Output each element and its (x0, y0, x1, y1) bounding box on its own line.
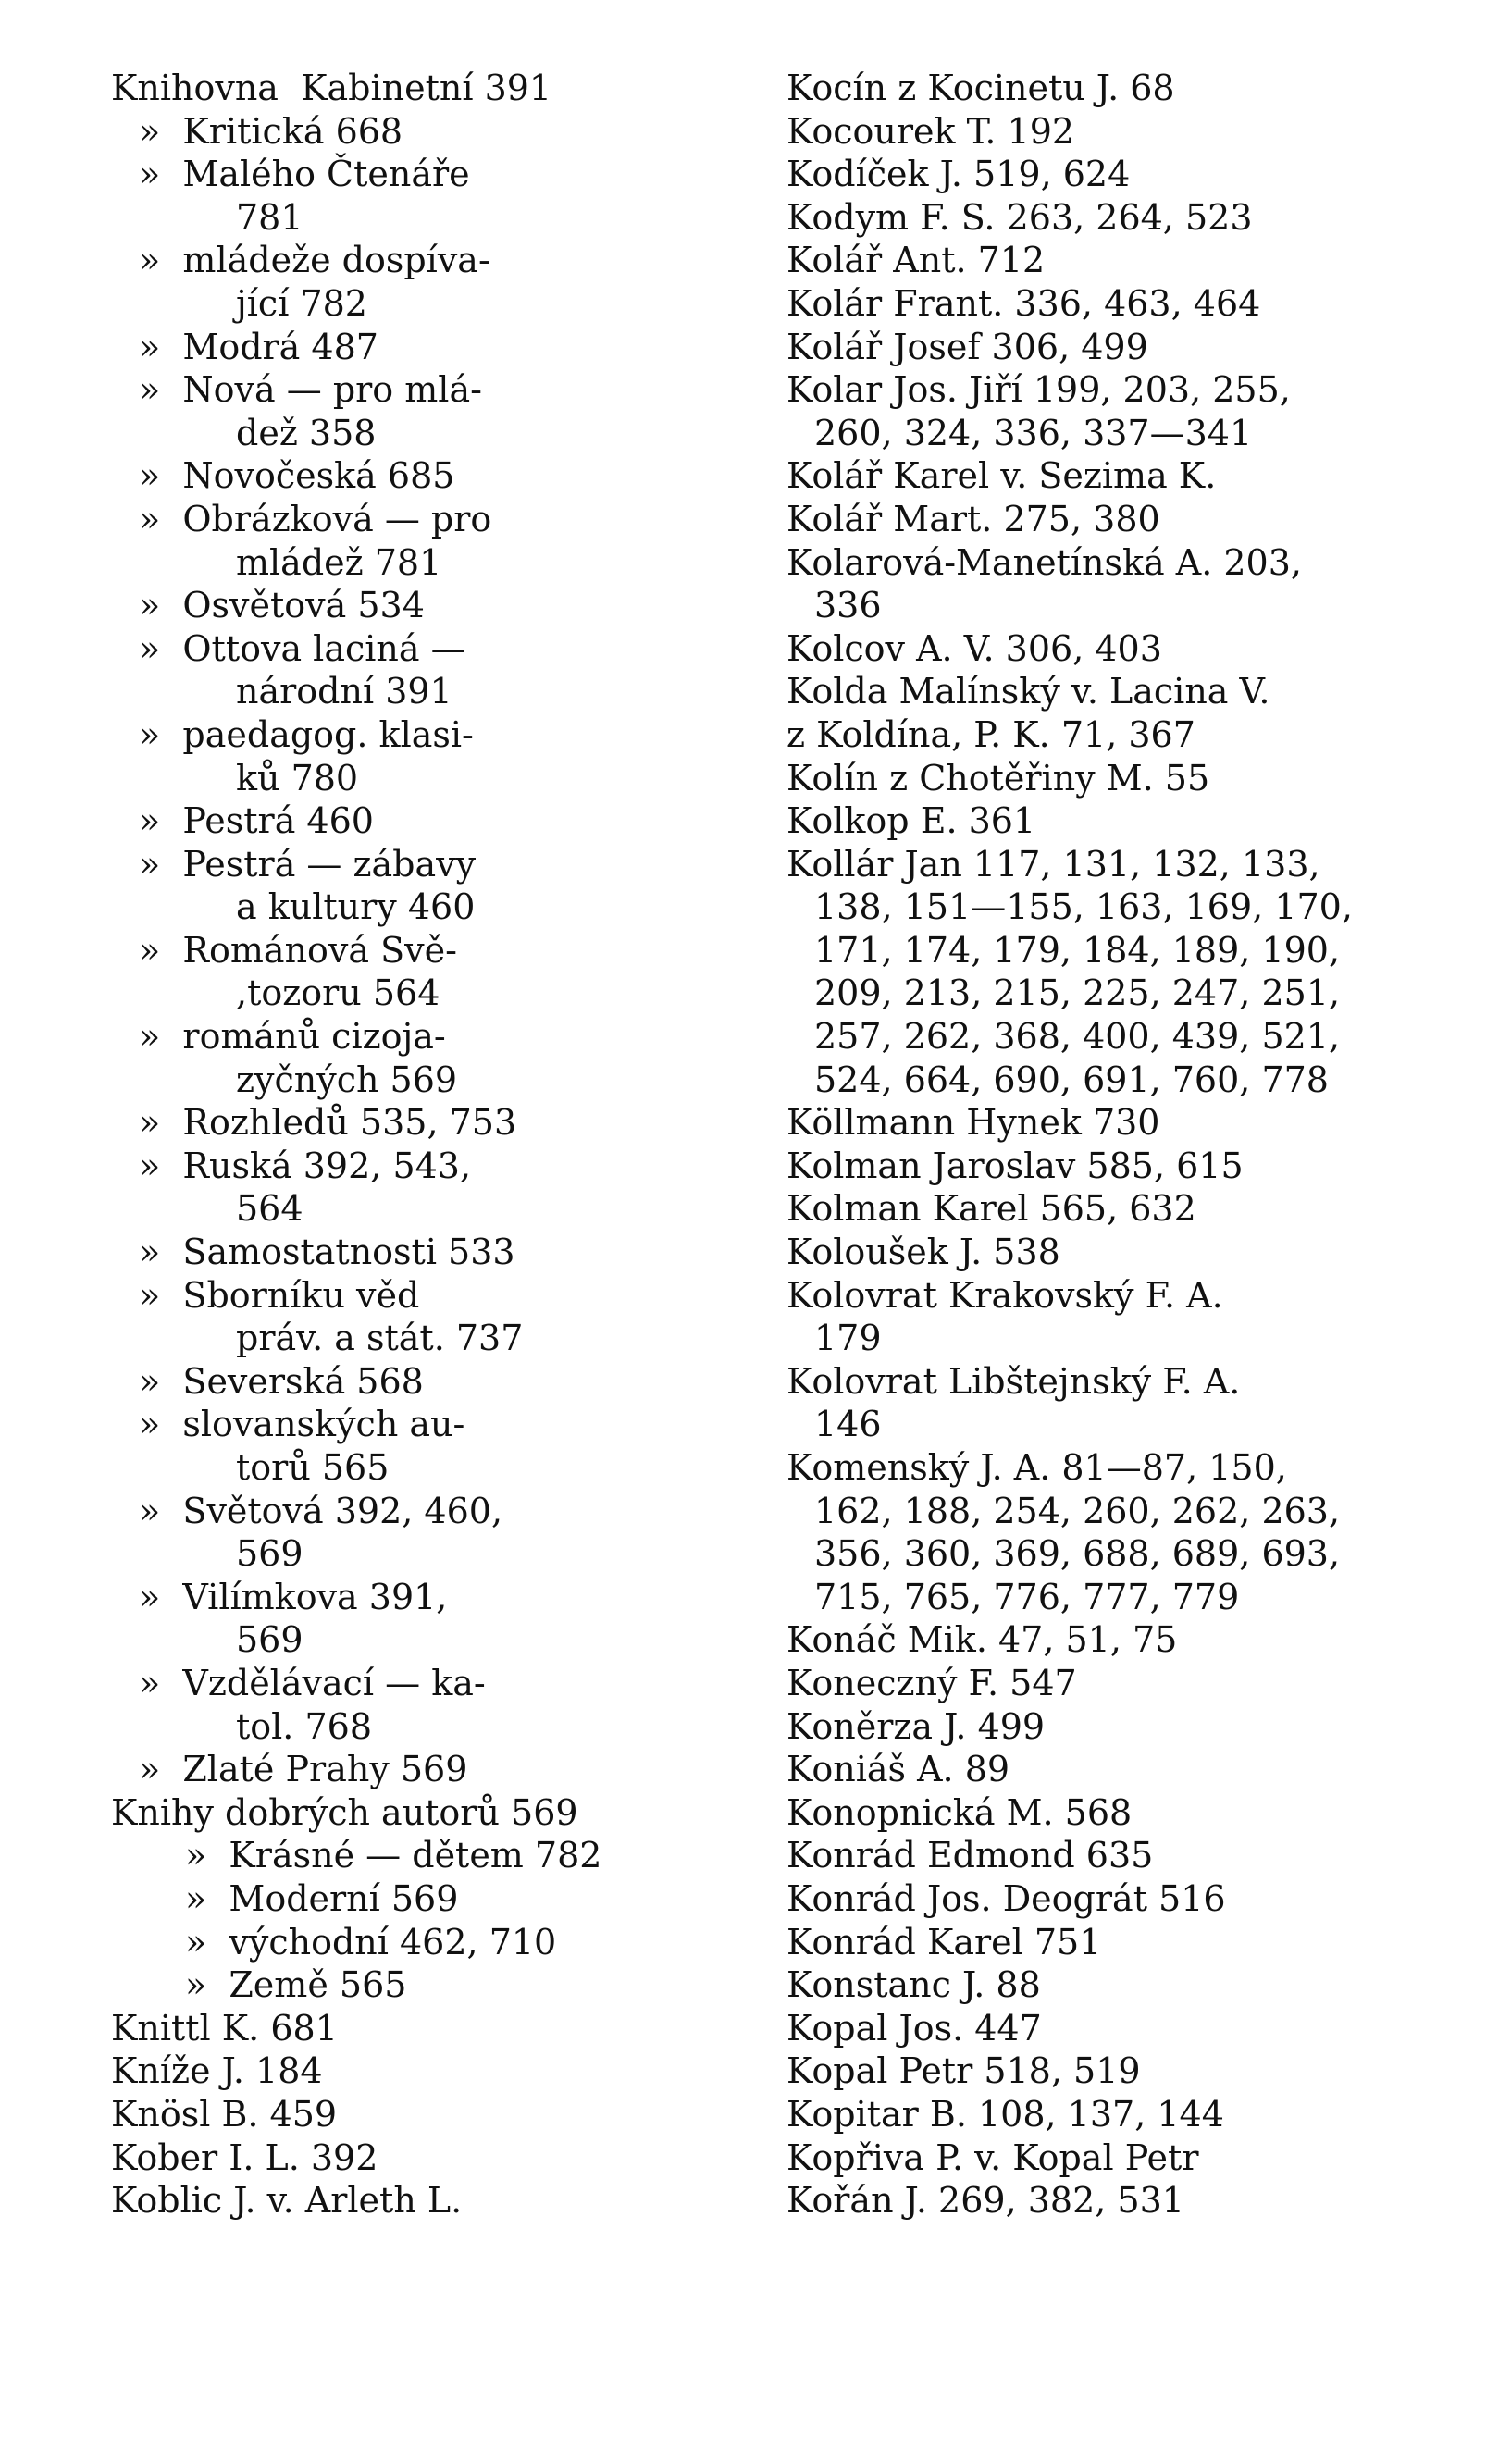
index-entry: Kolman Jaroslav 585, 615 (786, 1145, 1244, 1186)
index-entry: Kolar Jos. Jiří 199, 203, 255, (786, 369, 1291, 411)
index-entry: 162, 188, 254, 260, 262, 263, (814, 1490, 1341, 1531)
index-entry: Kopal Petr 518, 519 (786, 2050, 1141, 2092)
index-entry: » Vzdělávací — ka- (139, 1662, 486, 1703)
index-entry: » Severská 568 (139, 1360, 424, 1402)
index-entry: » Modrá 487 (139, 326, 378, 367)
index-entry: Kořán J. 269, 382, 531 (786, 2180, 1184, 2222)
index-entry: » Pestrá 460 (139, 800, 374, 842)
index-entry: Konáč Mik. 47, 51, 75 (786, 1619, 1178, 1661)
index-entry: 146 (814, 1404, 882, 1445)
index-entry: » Ruská 392, 543, (139, 1145, 472, 1186)
index-entry: 569 (236, 1619, 303, 1661)
index-entry: Koniáš A. 89 (786, 1749, 1010, 1790)
index-entry: Kolář Karel v. Sezima K. (786, 455, 1217, 497)
index-entry: » Krásné — dětem 782 (185, 1835, 602, 1876)
index-entry: Kolář Mart. 275, 380 (786, 498, 1160, 539)
index-entry: 171, 174, 179, 184, 189, 190, (814, 929, 1341, 971)
index-entry: » Nová — pro mlá- (139, 369, 482, 411)
index-entry: mládež 781 (236, 541, 442, 583)
index-entry: Koloušek J. 538 (786, 1232, 1060, 1273)
index-entry: » Románová Svě- (139, 929, 457, 971)
index-entry: Kolarová-Manetínská A. 203, (786, 541, 1302, 583)
index-entry: Kolcov A. V. 306, 403 (786, 627, 1162, 669)
index-entry: Knittl K. 681 (111, 2007, 338, 2049)
index-entry: Kolda Malínský v. Lacina V. (786, 671, 1270, 712)
index-entry: Knihy dobrých autorů 569 (111, 1791, 578, 1833)
index-entry: ,tozoru 564 (236, 972, 440, 1014)
index-entry: Kolář Josef 306, 499 (786, 326, 1148, 367)
index-entry: jící 782 (236, 282, 367, 324)
index-entry: Konrád Edmond 635 (786, 1835, 1154, 1876)
index-entry: 257, 262, 368, 400, 439, 521, (814, 1016, 1341, 1058)
index-entry: a kultury 460 (236, 886, 476, 928)
index-entry: Kodíček J. 519, 624 (786, 154, 1131, 195)
index-entry: Kopitar B. 108, 137, 144 (786, 2093, 1224, 2135)
index-entry: 356, 360, 369, 688, 689, 693, (814, 1533, 1341, 1575)
index-entry: » Vilímkova 391, (139, 1576, 448, 1617)
index-entry: » Světová 392, 460, (139, 1490, 503, 1531)
index-entry: dež 358 (236, 412, 377, 453)
index-entry: Köllmann Hynek 730 (786, 1102, 1160, 1144)
index-entry: ků 780 (236, 757, 359, 799)
index-entry: 138, 151—155, 163, 169, 170, (814, 886, 1353, 928)
index-entry: 524, 664, 690, 691, 760, 778 (814, 1059, 1329, 1100)
index-entry: Koneczný F. 547 (786, 1662, 1077, 1703)
index-entry: » Moderní 569 (185, 1877, 459, 1919)
index-entry: » Samostatnosti 533 (139, 1232, 515, 1273)
index-entry: Koblic J. v. Arleth L. (111, 2180, 463, 2222)
index-entry: » východní 462, 710 (185, 1921, 557, 1963)
index-entry: Kolkop E. 361 (786, 800, 1036, 842)
index-entry: Kober I. L. 392 (111, 2136, 378, 2178)
index-entry: Komenský J. A. 81—87, 150, (786, 1447, 1287, 1488)
index-entry: Kolman Karel 565, 632 (786, 1188, 1196, 1230)
index-entry: 715, 765, 776, 777, 779 (814, 1576, 1240, 1617)
index-entry: Kocín z Kocinetu J. 68 (786, 68, 1175, 108)
index-entry: » Kritická 668 (139, 110, 403, 152)
index-entry: Konrád Jos. Deográt 516 (786, 1877, 1226, 1919)
index-entry: Kopřiva P. v. Kopal Petr (786, 2136, 1199, 2178)
index-entry: Kolovrat Krakovský F. A. (786, 1274, 1223, 1316)
index-entry: 260, 324, 336, 337—341 (814, 412, 1253, 453)
index-entry: » paedagog. klasi- (139, 713, 474, 755)
index-entry: » románů cizoja- (139, 1016, 446, 1058)
index-entry: 564 (236, 1188, 303, 1230)
index-entry: Kolovrat Libštejnský F. A. (786, 1360, 1241, 1402)
index-entry: » mládeže dospíva- (139, 240, 490, 281)
index-entry: z Koldína, P. K. 71, 367 (786, 713, 1195, 755)
index-entry: » Zlaté Prahy 569 (139, 1749, 468, 1790)
index-entry: Konopnická M. 568 (786, 1791, 1133, 1833)
index-entry: Knihovna Kabinetní 391 (111, 68, 552, 108)
index-entry: 209, 213, 215, 225, 247, 251, (814, 972, 1341, 1014)
index-entry: » Ottova laciná — (139, 627, 466, 669)
index-entry: Kollár Jan 117, 131, 132, 133, (786, 843, 1320, 885)
index-entry: 179 (814, 1318, 882, 1359)
index-entry: » Země 565 (185, 1964, 407, 2006)
index-entry: » Malého Čtenáře (139, 154, 470, 195)
index-entry: » Pestrá — zábavy (139, 843, 477, 885)
index-entry: Kolář Ant. 712 (786, 240, 1046, 281)
index-entry: zyčných 569 (236, 1059, 458, 1100)
index-entry: Kocourek T. 192 (786, 110, 1075, 152)
index-entry: » slovanských au- (139, 1404, 465, 1445)
index-entry: » Osvětová 534 (139, 585, 425, 626)
index-entry: » Rozhledů 535, 753 (139, 1102, 517, 1144)
index-entry: Konrád Karel 751 (786, 1921, 1102, 1963)
index-entry: práv. a stát. 737 (236, 1318, 524, 1359)
right-column (786, 67, 1397, 2223)
index-entry: Kopal Jos. 447 (786, 2007, 1042, 2049)
index-entry: » Sborníku věd (139, 1274, 420, 1316)
left-column (111, 67, 777, 2223)
index-entry: 336 (814, 585, 882, 626)
index-entry: torů 565 (236, 1447, 390, 1488)
index-entry: » Obrázková — pro (139, 498, 492, 539)
index-entry: Koněrza J. 499 (786, 1705, 1046, 1747)
index-entry: » Novočeská 685 (139, 455, 455, 497)
index-entry: Kníže J. 184 (111, 2050, 323, 2092)
index-entry: Knösl B. 459 (111, 2093, 338, 2135)
index-entry: Kolár Frant. 336, 463, 464 (786, 282, 1261, 324)
index-entry: 781 (236, 196, 303, 238)
index-entry: Kodym F. S. 263, 264, 523 (786, 196, 1253, 238)
index-entry: tol. 768 (236, 1705, 372, 1747)
index-entry: Konstanc J. 88 (786, 1964, 1041, 2006)
index-entry: 569 (236, 1533, 303, 1575)
index-entry: Kolín z Chotěřiny M. 55 (786, 757, 1210, 799)
index-entry: národní 391 (236, 671, 452, 712)
